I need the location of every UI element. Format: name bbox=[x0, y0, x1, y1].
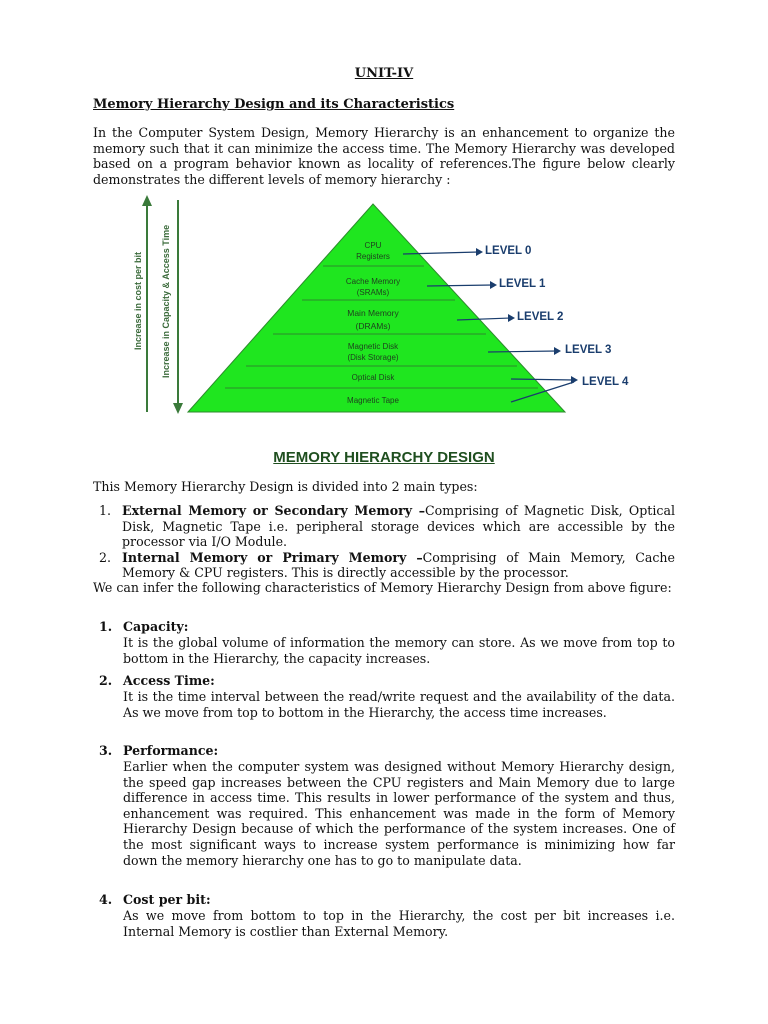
level-label: LEVEL 4 bbox=[582, 376, 629, 388]
level-label: LEVEL 2 bbox=[517, 311, 564, 323]
capacity-axis-label: Increase in Capacity & Access Time bbox=[161, 224, 171, 378]
layer-label: Cache Memory bbox=[345, 277, 401, 286]
figure-title: MEMORY HIERARCHY DESIGN bbox=[273, 449, 495, 466]
list-item bbox=[99, 550, 675, 581]
memory-types-list bbox=[99, 503, 675, 581]
level-arrowhead bbox=[508, 314, 515, 322]
characteristic-body: As we move from bottom to top in the Hierarchy, the cost per bit increases i.e. Internal Memory is costlier than External Memory. bbox=[123, 908, 675, 939]
list-item bbox=[99, 503, 675, 550]
characteristic-body: It is the global volume of information the memory can store. As we move from top to bottom in the Hierarchy, the capacity increases. bbox=[123, 635, 675, 666]
cost-axis-label: Increase in cost per bit bbox=[133, 251, 143, 350]
level-arrowhead bbox=[490, 281, 497, 289]
characteristic-title: Access Time: bbox=[123, 673, 215, 688]
list-number: 1. bbox=[99, 619, 113, 634]
capacity-axis-arrowhead bbox=[173, 403, 183, 414]
cost-axis-arrowhead bbox=[142, 195, 152, 206]
level-label: LEVEL 1 bbox=[499, 278, 546, 290]
layer-label: Magnetic Tape bbox=[347, 396, 399, 405]
layer-label: Registers bbox=[356, 252, 390, 261]
level-arrowhead bbox=[554, 347, 561, 355]
characteristic-title: Performance: bbox=[123, 743, 219, 758]
section-heading: Memory Hierarchy Design and its Characteristics bbox=[93, 97, 455, 112]
level-label: LEVEL 3 bbox=[565, 344, 612, 356]
types-intro: This Memory Hierarchy Design is divided into 2 main types: bbox=[93, 479, 478, 494]
layer-label: (Disk Storage) bbox=[347, 353, 399, 362]
list-number: 4. bbox=[99, 892, 113, 907]
layer-label: Magnetic Disk bbox=[347, 342, 399, 351]
layer-label: (SRAMs) bbox=[356, 288, 390, 297]
unit-title: UNIT-IV bbox=[354, 66, 414, 81]
characteristic-title: Capacity: bbox=[123, 619, 189, 634]
type-desc: Comprising of Magnetic Disk, Optical Disk, Magnetic Tape i.e. peripheral storage devices which are accessible by the processor via I/O Module. bbox=[122, 503, 675, 550]
list-number: 1. bbox=[99, 503, 112, 518]
layer-label: (DRAMs) bbox=[355, 321, 391, 331]
memory-hierarchy-figure bbox=[133, 192, 653, 418]
intro-paragraph: In the Computer System Design, Memory Hierarchy is an enhancement to organize the memory such that it can minimize the access time. The Memory Hierarchy was developed based on a program behavior known as locality of references.The figure below clearly demonstrates the different levels of memory hierarchy : bbox=[93, 125, 675, 187]
level-arrowhead bbox=[476, 248, 483, 256]
level-label: LEVEL 0 bbox=[485, 245, 532, 257]
type-term: External Memory or Secondary Memory – bbox=[122, 503, 426, 518]
characteristic-title: Cost per bit: bbox=[123, 892, 211, 907]
layer-label: CPU bbox=[364, 241, 382, 250]
layer-label: Main Memory bbox=[347, 308, 399, 318]
layer-label: Optical Disk bbox=[351, 373, 395, 382]
characteristic-body: Earlier when the computer system was designed without Memory Hierarchy design, the speed gap increases between the CPU registers and Main Memory due to large difference in access time. This results in lower performance of the system and thus, enhancement was required. This enhancement was made in the form of Memory Hierarchy Design because of which the performance of the system increases. One of the most significant ways to increase system performance is minimizing how far down the memory hierarchy one has to go to manipulate data. bbox=[123, 759, 675, 868]
infer-paragraph: We can infer the following characteristics of Memory Hierarchy Design from above figure: bbox=[93, 580, 672, 595]
list-number: 2. bbox=[99, 673, 113, 688]
list-number: 3. bbox=[99, 743, 113, 758]
list-number: 2. bbox=[99, 549, 112, 565]
type-desc: Comprising of Main Memory, Cache Memory & CPU registers. This is directly accessible by the processor. bbox=[122, 549, 675, 581]
type-term: Internal Memory or Primary Memory – bbox=[122, 549, 423, 565]
characteristic-body: It is the time interval between the read/write request and the availability of the data. As we move from top to bottom in the Hierarchy, the access time increases. bbox=[123, 689, 675, 720]
